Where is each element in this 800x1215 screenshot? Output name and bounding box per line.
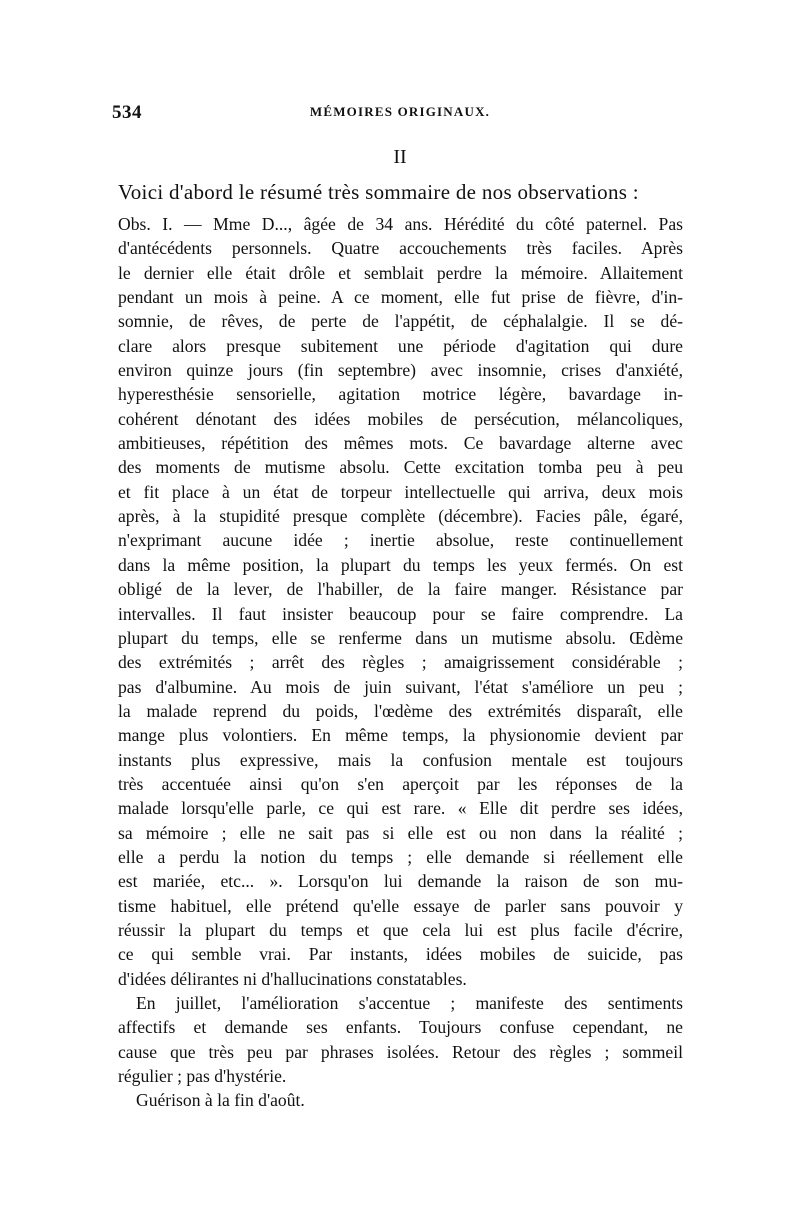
text-line: la malade reprend du poids, l'œdème des extrémités disparaît, elle	[118, 700, 683, 721]
text-line: Obs. I. — Mme D..., âgée de 34 ans. Hérédité du côté paternel. Pas	[118, 214, 683, 234]
text-line: clare alors presque subitement une période d'agitation qui dure	[118, 335, 683, 356]
text-line: pas d'albumine. Au mois de juin suivant, l'état s'améliore un peu ;	[118, 676, 683, 697]
text-line: En juillet, l'amélioration s'accentue ; manifeste des sentiments	[136, 993, 683, 1013]
text-line: cohérent dénotant des idées mobiles de persécution, mélancoliques,	[118, 408, 683, 429]
text-line: somnie, de rêves, de perte de l'appétit, de céphalalgie. Il se dé-	[118, 311, 683, 332]
text-line: d'idées délirantes ni d'hallucinations constatables.	[118, 968, 467, 989]
text-line: cause que très peu par phrases isolées. Retour des règles ; sommeil	[118, 1041, 683, 1062]
section-intro: Voici d'abord le résumé très sommaire de nos observations :	[118, 180, 639, 204]
text-line: est mariée, etc... ». Lorsqu'on lui demande la raison de son mu-	[118, 871, 683, 892]
text-line: régulier ; pas d'hystérie.	[118, 1066, 287, 1087]
text-line: obligé de la lever, de l'habiller, de la faire manger. Résistance par	[118, 579, 683, 600]
text-line: réussir la plupart du temps et que cela lui est plus facile d'écrire,	[118, 919, 683, 940]
text-line: Guérison à la fin d'août.	[136, 1090, 305, 1111]
text-line: environ quinze jours (fin septembre) avec insomnie, crises d'anxiété,	[118, 360, 683, 381]
text-line: intervalles. Il faut insister beaucoup pour se faire comprendre. La	[118, 603, 683, 624]
text-line: ambitieuses, répétition des mêmes mots. Ce bavardage alterne avec	[118, 433, 683, 454]
text-line: malade lorsqu'elle parle, ce qui est rare. « Elle dit perdre ses idées,	[118, 798, 683, 819]
text-line: instants plus expressive, mais la confusion mentale est toujours	[118, 749, 683, 770]
text-line: plupart du temps, elle se renferme dans un mutisme absolu. Œdème	[118, 627, 683, 648]
text-line: très accentuée ainsi qu'on s'en aperçoit par les réponses de la	[118, 773, 683, 794]
text-line: tisme habituel, elle prétend qu'elle essaye de parler sans pouvoir y	[118, 895, 683, 916]
page-number: 534	[112, 102, 142, 123]
text-line: des extrémités ; arrêt des règles ; amaigrissement considérable ;	[118, 652, 683, 673]
text-line: elle a perdu la notion du temps ; elle demande si réellement elle	[118, 846, 683, 867]
text-line: affectifs et demande ses enfants. Toujours confuse cependant, ne	[118, 1017, 683, 1038]
section-numeral: II	[393, 146, 407, 168]
text-line: ce qui semble vrai. Par instants, idées mobiles de suicide, pas	[118, 944, 683, 965]
text-line: pendant un mois à peine. A ce moment, elle fut prise de fièvre, d'in-	[118, 287, 683, 308]
text-line: n'exprimant aucune idée ; inertie absolue, reste continuellement	[118, 530, 683, 551]
observation-text	[118, 212, 683, 1113]
text-line: mange plus volontiers. En même temps, la physionomie devient par	[118, 725, 683, 746]
text-line: dans la même position, la plupart du temps les yeux fermés. On est	[118, 554, 683, 575]
text-line: et fit place à un état de torpeur intellectuelle qui arriva, deux mois	[118, 481, 683, 502]
text-line: des moments de mutisme absolu. Cette excitation tomba peu à peu	[118, 457, 683, 478]
text-line: après, à la stupidité presque complète (décembre). Facies pâle, égaré,	[118, 506, 683, 527]
running-title: MÉMOIRES ORIGINAUX.	[309, 104, 491, 119]
text-line: d'antécédents personnels. Quatre accouchements très faciles. Après	[118, 238, 683, 259]
text-line: hyperesthésie sensorielle, agitation motrice légère, bavardage in-	[118, 384, 683, 405]
text-line: sa mémoire ; elle ne sait pas si elle est ou non dans la réalité ;	[118, 822, 683, 843]
text-line: le dernier elle était drôle et semblait perdre la mémoire. Allaitement	[118, 262, 683, 283]
